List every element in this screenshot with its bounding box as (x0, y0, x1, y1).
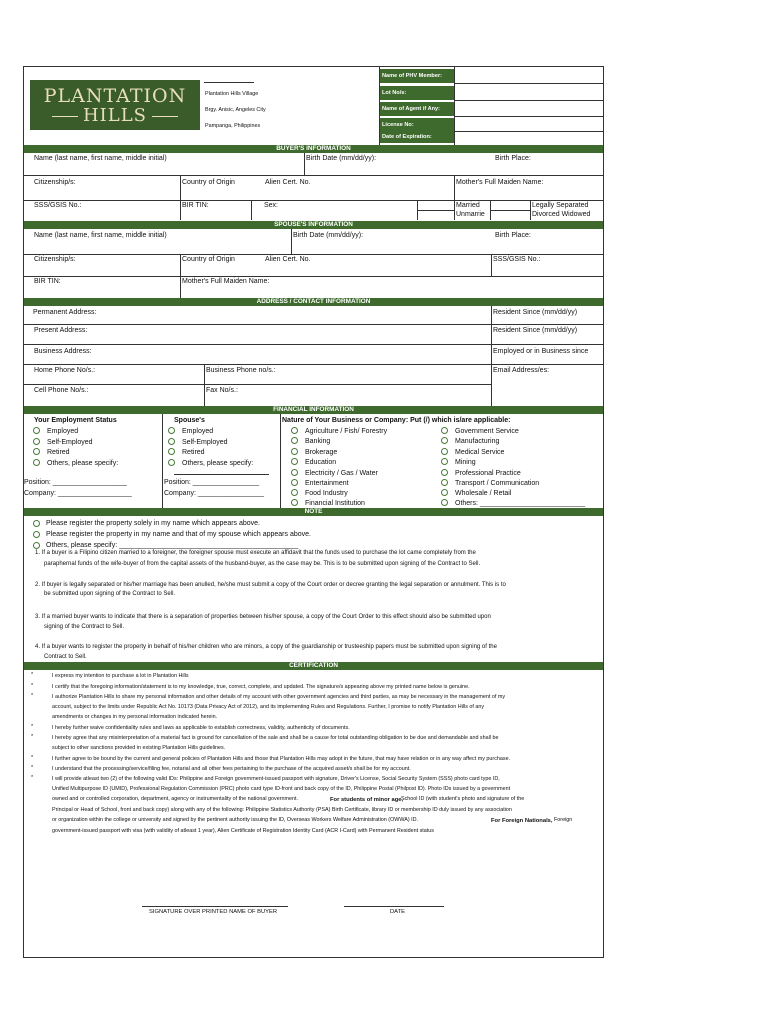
spouse-mother-label[interactable]: Mother's Full Maiden Name: (182, 278, 270, 285)
unmarried-option[interactable]: Unmarrie (456, 211, 485, 218)
married-option[interactable]: Married (456, 202, 480, 209)
cert-line-8g: Foreign (554, 817, 573, 823)
cert-line-8d: School ID (with student's photo and signature of the (401, 796, 525, 802)
buyer-alien-label[interactable]: Alien Cert. No. (265, 179, 311, 186)
note-item-4b: Contract to Sell. (44, 654, 87, 660)
cert-line-3b: account, subject to the limits under Republic Act No. 10173 (Data Privacy Act of 2012), and its implementing Rules and Regulations. Further, I promise to notify Plantation Hills of any (52, 704, 485, 710)
nature-col2-3-radio[interactable] (441, 458, 448, 465)
spouse-status-title: Spouse's (174, 417, 205, 424)
nature-col1-0-label: Agriculture / Fish/ Forestry (305, 427, 388, 435)
register-others-radio[interactable] (33, 542, 40, 549)
spouse-option-2-label: Retired (182, 448, 205, 456)
note-item-1b: paraphernal funds of the wife-buyer of from the capital assets of the husband-buyer, as the case may be. This is to be submitted upon signing of the Contract to Sell. (44, 561, 481, 567)
nature-col2-4-radio[interactable] (441, 469, 448, 476)
employment-status-title: Your Employment Status (34, 417, 117, 424)
spouse-section-header: SPOUSE'S INFORMATION (24, 221, 603, 229)
resident-since-2-label[interactable]: Resident Since (mm/dd/yy) (493, 327, 578, 334)
nature-col1-4-radio[interactable] (291, 469, 298, 476)
note-section-header: NOTE (24, 508, 603, 516)
email-label[interactable]: Email Address/es: (493, 367, 550, 374)
cert-line-8a: I will provide atleast two (2) of the following valid IDs: Philippine and Foreign government-issued passport with signature, Driver's License, Social Security System (SSS) photo card type ID, (52, 776, 500, 782)
note-item-1a: 1. If a buyer is a Filipino citizen married to a foreigner, the foreigner spouse must execute an affidavit that the funds used to purchase the lot came completely from the (35, 550, 476, 556)
home-phone-label[interactable]: Home Phone No/s.: (34, 367, 96, 374)
cert-line-8h: government-issued passport with visa (with validity of atleast 1 year), Alien Certificate of Registration Identity Card (ACR I-Card) with Permanent Resident status (52, 828, 434, 834)
nature-col2-1-radio[interactable] (441, 437, 448, 444)
agent-field[interactable] (455, 101, 603, 115)
spouse-option-0-radio[interactable] (168, 427, 175, 434)
date-signature-line[interactable] (344, 906, 444, 907)
resident-since-1-label[interactable]: Resident Since (mm/dd/yy) (493, 309, 578, 316)
nature-col1-2-label: Brokerage (305, 448, 338, 456)
cert-line-5b: subject to other sanctions provided in existing Plantation Hills guidelines. (52, 745, 226, 751)
employment-option-1-label: Self-Employed (47, 438, 93, 446)
employment-option-0-radio[interactable] (33, 427, 40, 434)
nature-col1-1-label: Banking (305, 437, 331, 445)
expiration-label: Date of Expiration: (379, 131, 454, 143)
employed-since-label[interactable]: Employed or in Business since (493, 348, 589, 355)
nature-col1-5-label: Entertainment (305, 479, 349, 487)
spouse-position-field[interactable]: Position: _________________ (164, 479, 259, 486)
spouse-bir-label[interactable]: BIR TIN: (34, 278, 61, 285)
cert-line-1: I express my intention to purchase a lot in Plantation Hills (52, 673, 189, 679)
nature-col1-7-radio[interactable] (291, 499, 298, 506)
cert-line-5a: I hereby agree that any misinterpretation of a material fact is ground for cancellation of the sale and shall be a cause for total outstanding obligation to be due and demandable and shall be (52, 735, 499, 741)
position-field[interactable]: Position: ___________________ (24, 479, 127, 486)
note-item-3a: 3. If a married buyer wants to indicate that there is a separation of properties between his/her spouse, a copy of the Court Order to this effect should also be submitted upon (35, 614, 491, 620)
register-with-spouse-label: Please register the property in my name and that of my spouse which appears above. (46, 531, 311, 538)
spouse-sss-label[interactable]: SSS/GSIS No.: (493, 256, 541, 263)
register-solely-label: Please register the property solely in my name which appears above. (46, 520, 260, 527)
cert-line-8c: owned and or controlled corporation, department, agency or instrumentality of the national government. (52, 796, 299, 802)
date-label: DATE (390, 909, 406, 915)
license-field[interactable] (455, 117, 603, 130)
buyer-bir-label[interactable]: BIR TIN: (182, 202, 209, 209)
employment-option-2-radio[interactable] (33, 448, 40, 455)
legally-separated-option[interactable]: Legally Separated (532, 202, 589, 209)
buyer-signature-line[interactable] (142, 906, 288, 907)
employment-option-1-radio[interactable] (33, 438, 40, 445)
nature-col2-2-radio[interactable] (441, 448, 448, 455)
address-section-header: ADDRESS / CONTACT INFORMATION (24, 298, 603, 306)
spouse-birth-date-label[interactable]: Birth Date (mm/dd/yy): (293, 232, 364, 239)
register-solely-radio[interactable] (33, 520, 40, 527)
nature-col2-6-radio[interactable] (441, 489, 448, 496)
nature-col1-5-radio[interactable] (291, 479, 298, 486)
nature-col2-7-radio[interactable] (441, 499, 448, 506)
nature-col2-1-label: Manufacturing (455, 437, 500, 445)
expiration-field[interactable] (455, 132, 603, 144)
note-item-4a: 4. If a buyer wants to register the property in behalf of his/her children who are minors, a copy of the guardianship or trusteeship papers must be submitted upon signing of the (35, 644, 497, 650)
financial-section-header: FINANCIAL INFORMATION (24, 406, 603, 414)
buyer-sex-label[interactable]: Sex: (264, 202, 279, 209)
cert-line-2: I certify that the foregoing information/statement is to my knowledge, true, correct, complete, and updated. The signature/s appearing above my printed name below is genuine. (52, 684, 470, 690)
nature-col1-4-label: Electricity / Gas / Water (305, 469, 378, 477)
buyer-mother-label[interactable]: Mother's Full Maiden Name: (456, 179, 544, 186)
employment-option-0-label: Employed (47, 427, 79, 435)
buyer-sss-label[interactable]: SSS/GSIS No.: (34, 202, 82, 209)
employment-option-3-label: Others, please specify: (47, 459, 119, 467)
nature-col1-3-label: Education (305, 458, 337, 466)
spouse-option-2-radio[interactable] (168, 448, 175, 455)
nature-col2-0-label: Government Service (455, 427, 519, 435)
spouse-birth-place-label[interactable]: Birth Place: (495, 232, 531, 239)
company-field[interactable]: Company: ___________________ (24, 490, 132, 497)
cert-line-8b: Unified Multipurpose ID (UMID), Professional Regulation Commission (PRC) photo card type ID-front and back copy of the ID, Philippine Postal (Philpost ID). Photo IDs issued by a government (52, 786, 511, 792)
cert-line-4: I hereby further waive confidentiality rules and laws as applicable to establish correctness, validity, authenticity of documents. (52, 725, 350, 731)
cert-line-8f: or organization within the college or university and signed by the pertinent authority issuing the ID, Overseas Workers Welfare Administration (OWWA) ID. (52, 817, 419, 823)
spouse-option-3-label: Others, please specify: (182, 459, 254, 467)
business-address-label[interactable]: Business Address: (34, 348, 92, 355)
employment-option-2-label: Retired (47, 448, 70, 456)
cert-foreign-nationals: For Foreign Nationals, (491, 818, 553, 824)
employment-option-3-radio[interactable] (33, 459, 40, 466)
buyer-birth-date-label[interactable]: Birth Date (mm/dd/yy): (306, 155, 377, 162)
address-line-2: Brgy. Anisic, Angeles City (205, 107, 266, 113)
nature-col2-6-label: Wholesale / Retail (455, 489, 512, 497)
spouse-citizenship-label[interactable]: Citizenship/s: (34, 256, 76, 263)
nature-col1-0-radio[interactable] (291, 427, 298, 434)
register-others-label: Others, please specify: ______________________________________________ (46, 542, 299, 549)
plantation-hills-logo: PLANTATION HILLS (30, 80, 200, 130)
register-with-spouse-radio[interactable] (33, 531, 40, 538)
application-form: PLANTATION HILLS Plantation Hills Village Brgy. Anisic, Angeles City Pampanga, Philippines Name of PHV Member: Lot No/s: Name of Agent if Any: License No: Date of Expiration: BUYER'S INFORMATION Name (last name, first name, middle initial) Birth Date (mm/dd/yy): Birth Place: Citizenship/s: Country of Origin Alien Cert. No. Mother's Full Maiden Name: SSS/GSIS No.: BIR TIN: Sex: Married Unmarrie Legally Separated Divorced Widowed SPOUSE'S INFORMATION Name (last name, first name, middle initial) Birth Date (mm/dd/yy): Birth Place: Citizenship/s: Country of Origin Alien Cert. No. SSS/GSIS No.: BIR TIN: Mother's Full Maiden Name: ADDRESS / CONTACT INFORMATION Permanent Address: Resident Since (mm/dd/yy) Present Address: Resident Since (mm/dd/yy) Business Address: Employed or in Business since Home Phone No/s.: Business Phone no/s.: Email Address/es: Cell Phone No/s.: Fax No/s.: FINANCIAL INFORMATION Your Employment Status Spouse's Nature of Your Business or Company: Put (/) which is/are applicable: Position: ___________________ Company: ___________________ Position: _________________ Company: _________________ NOTE Please register the property solely in my name which appears above. Please register the property in my name and that of my spouse which appears above. Others, please specify: ______________________________________________ 1. If a buyer is a Filipino citizen married to a foreigner, the foreigner spouse must execute an affidavit that the funds used to purchase the lot came completely from the paraphernal funds of the wife-buyer of from the capital assets of the husband-buyer, as the case may be. This is to be submitted upon signing of the Contract to Sell. 2. If buyer is legally separated or his/her marriage has been anulled, he/she must submit a copy of the Court order or decree granting the legal separation or annulment. This is to be submitted upon signing of the Contract to Sell. 3. If a married buyer wants to indicate that there is a separation of properties between his/her spouse, a copy of the Court Order to this effect should also be submitted upon signing of the Contract to Sell. 4. If a buyer wants to register the property in behalf of his/her children who are minors, a copy of the guardianship or trusteeship papers must be submitted upon signing of the Contract to Sell. CERTIFICATION * I express my intention to purchase a lot in Plantation Hills * I certify that the foregoing information/statement is to my knowledge, true, correct, complete, and updated. The signature/s appearing above my printed name below is genuine. * I authorize Plantation Hills to share my personal information and other details of my account with other government agencies and third parties, as may be necessary in the management of my account, subject to the limits under Republic Act No. 10173 (Data Privacy Act of 2012), and its implementing Rules and Regulations. Further, I promise to notify Plantation Hills of any amendments or changes in my personal information indicated herein. * I hereby further waive confidentiality rules and laws as applicable to establish correctness, validity, authenticity of documents. * I hereby agree that any misinterpretation of a material fact is ground for cancellation of the sale and shall be a cause for total outstanding obligation to be due and demandable and shall be subject to other sanctions provided in existing Plantation Hills guidelines. * I further agree to be bound by the current and general policies of Plantation Hills and those that Plantation Hills may adopt in the future, that may have relation or in any way affect my purchase. * I understand that the processing/service/filing fee, notarial and all other fees pertaining to the purchase of the acquired asset/s shall be for my account. * I will provide atleast two (2) of the following valid IDs: Philippine and Foreign government-issued passport with signature, Driver's License, Social Security System (SSS) photo card type ID, Unified Multipurpose ID (UMID), Professional Regulation Commission (PRC) photo card type ID-front and back copy of the ID, Philippine Postal (Philpost ID). Photo IDs issued by a government owned and or controlled corporation, department, agency or instrumentality of the national government. For students of minor age, School ID (with student's photo and signature of the Principal or Head of School, front and back copy) along with any of the following: Philippine Statistics Authority (PSA) Birth Certificate, library ID or membership ID duly issued by any association or organization within the college or university and signed by the pertinent authority issuing the ID, Overseas Workers Welfare Administration (OWWA) ID. For Foreign Nationals, Foreign government-issued passport with visa (with validity of atleast 1 year), Alien Certificate of Registration Identity Card (ACR I-Card) with Permanent Resident status SIGNATURE OVER PRINTED NAME OF BUYER DATE Employed Self-Employed Retired Others, please specify: Employed Self-Employed Retired Others, please specify: Agriculture / Fish/ Forestry Banking Brokerage Education Electricity / Gas / Water Entertainment Food Industry Financial Institution Government Service Manufacturing Medical Service Mining Professional Practice Transport / Communication Wholesale / Retail Others: ___________________________ (23, 66, 604, 958)
nature-col1-6-radio[interactable] (291, 489, 298, 496)
present-address-label[interactable]: Present Address: (34, 327, 88, 334)
nature-col2-3-label: Mining (455, 458, 476, 466)
spouse-name-label[interactable]: Name (last name, first name, middle initial) (34, 232, 167, 239)
nature-col1-7-label: Financial Institution (305, 499, 365, 507)
buyer-birth-place-label[interactable]: Birth Place: (495, 155, 531, 162)
spouse-company-field[interactable]: Company: _________________ (164, 490, 265, 497)
lot-no-field[interactable] (455, 84, 603, 99)
lot-no-label: Lot No/s: (379, 86, 454, 100)
address-line-3: Pampanga, Philippines (205, 123, 261, 129)
nature-col2-0-radio[interactable] (441, 427, 448, 434)
cell-phone-label[interactable]: Cell Phone No/s.: (34, 387, 89, 394)
spouse-option-1-label: Self-Employed (182, 438, 228, 446)
buyer-citizenship-label[interactable]: Citizenship/s: (34, 179, 76, 186)
license-label: License No: (379, 118, 454, 132)
nature-col1-1-radio[interactable] (291, 437, 298, 444)
note-item-2a: 2. If buyer is legally separated or his/her marriage has been anulled, he/she must submit a copy of the Court order or decree granting the legal separation or annulment. This is to (35, 582, 506, 588)
note-item-2b: be submitted upon signing of the Contract to Sell. (44, 591, 176, 597)
note-item-3b: signing of the Contract to Sell. (44, 624, 125, 630)
nature-col2-4-label: Professional Practice (455, 469, 521, 477)
buyer-section-header: BUYER'S INFORMATION (24, 145, 603, 153)
spouse-option-0-label: Employed (182, 427, 214, 435)
nature-col1-6-label: Food Industry (305, 489, 348, 497)
nature-col2-2-label: Medical Service (455, 448, 505, 456)
nature-col1-2-radio[interactable] (291, 448, 298, 455)
cert-line-3c: amendments or changes in my personal information indicated herein. (52, 714, 218, 720)
fax-label[interactable]: Fax No/s.: (206, 387, 238, 394)
spouse-option-3-radio[interactable] (168, 459, 175, 466)
phv-member-label: Name of PHV Member: (379, 69, 454, 83)
nature-col2-5-label: Transport / Communication (455, 479, 540, 487)
spouse-option-1-radio[interactable] (168, 438, 175, 445)
cert-minor-age: For students of minor age, (330, 797, 404, 803)
cert-line-3a: I authorize Plantation Hills to share my personal information and other details of my account with other government agencies and third parties, as may be necessary in the management of my (52, 694, 506, 700)
cert-line-7: I understand that the processing/service/filing fee, notarial and all other fees pertaining to the purchase of the acquired asset/s shall be for my account. (52, 766, 411, 772)
spouse-country-label[interactable]: Country of Origin (182, 256, 235, 263)
spouse-alien-label[interactable]: Alien Cert. No. (265, 256, 311, 263)
buyer-name-label[interactable]: Name (last name, first name, middle initial) (34, 155, 167, 162)
buyer-signature-label: SIGNATURE OVER PRINTED NAME OF BUYER (149, 909, 278, 915)
address-line-1: Plantation Hills Village (205, 91, 259, 97)
phv-member-field[interactable] (455, 68, 603, 82)
agent-label: Name of Agent if Any: (379, 102, 454, 116)
permanent-address-label[interactable]: Permanent Address: (33, 309, 97, 316)
buyer-country-label[interactable]: Country of Origin (182, 179, 235, 186)
nature-col1-3-radio[interactable] (291, 458, 298, 465)
divorced-widowed-option[interactable]: Divorced Widowed (532, 211, 591, 218)
business-phone-label[interactable]: Business Phone no/s.: (206, 367, 276, 374)
nature-of-business-title: Nature of Your Business or Company: Put (/) which is/are applicable: (282, 417, 511, 424)
nature-col2-7-label: Others: ___________________________ (455, 499, 586, 507)
nature-col2-5-radio[interactable] (441, 479, 448, 486)
certification-section-header: CERTIFICATION (24, 662, 603, 670)
cert-line-8e: Principal or Head of School, front and back copy) along with any of the following: Philippine Statistics Authority (PSA) Birth Certificate, library ID or membership ID duly issued by any association (52, 807, 512, 813)
cert-line-6: I further agree to be bound by the current and general policies of Plantation Hills and those that Plantation Hills may adopt in the future, that may have relation or in any way affect my purchase. (52, 756, 511, 762)
